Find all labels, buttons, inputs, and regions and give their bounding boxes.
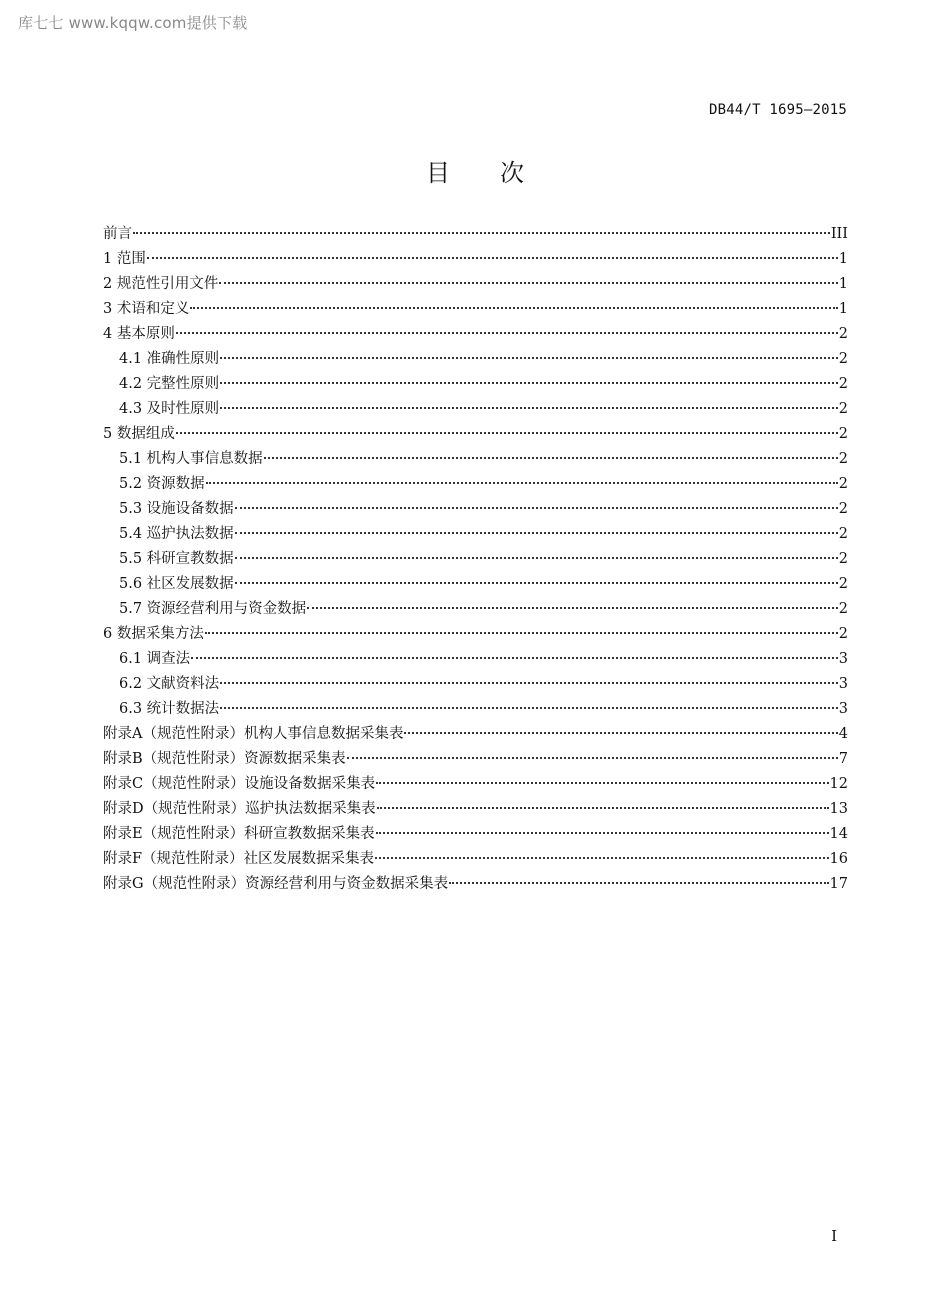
toc-leader-dots xyxy=(205,632,838,634)
toc-leader-dots xyxy=(220,357,838,359)
toc-entry-label: 5 数据组成 xyxy=(103,426,175,442)
toc-entry[interactable] xyxy=(103,622,848,647)
toc-entry-page: 14 xyxy=(829,826,848,842)
toc-entry-label: 5.1 机构人事信息数据 xyxy=(119,451,263,467)
toc-entry-label: 6.1 调查法 xyxy=(119,651,191,667)
toc-entry-page: 13 xyxy=(829,801,848,817)
toc-entry-label: 3 术语和定义 xyxy=(103,301,190,317)
toc-entry-page: 2 xyxy=(838,376,848,392)
toc-entry-page: 2 xyxy=(838,351,848,367)
watermark-text: 库七七 www.kqqw.com提供下载 xyxy=(18,14,248,32)
toc-leader-dots xyxy=(376,782,828,784)
toc-entry-page: 2 xyxy=(838,601,848,617)
toc-entry-page: 2 xyxy=(838,551,848,567)
toc-entry-label: 4.3 及时性原则 xyxy=(119,401,220,417)
toc-entry-label: 6 数据采集方法 xyxy=(103,626,204,642)
toc-leader-dots xyxy=(235,532,838,534)
toc-entry-label: 附录D（规范性附录）巡护执法数据采集表 xyxy=(103,801,376,817)
toc-entry[interactable] xyxy=(103,397,848,422)
toc-entry-page: 4 xyxy=(838,726,848,742)
toc-entry-page: 2 xyxy=(838,501,848,517)
toc-entry[interactable] xyxy=(103,847,848,872)
toc-entry[interactable] xyxy=(103,822,848,847)
toc-entry-label: 前言 xyxy=(103,226,132,242)
toc-entry[interactable] xyxy=(103,772,848,797)
toc-entry[interactable] xyxy=(103,547,848,572)
toc-entry-label: 5.6 社区发展数据 xyxy=(119,576,234,592)
toc-entry-page: 2 xyxy=(838,476,848,492)
toc-leader-dots xyxy=(133,232,830,234)
toc-leader-dots xyxy=(176,332,838,334)
toc-entry-page: 1 xyxy=(838,276,848,292)
toc-leader-dots xyxy=(376,832,829,834)
toc-entry-page: 3 xyxy=(838,651,848,667)
toc-entry-page: 2 xyxy=(838,426,848,442)
page-title: 目次 xyxy=(426,159,574,187)
toc-entry[interactable] xyxy=(103,422,848,447)
toc-entry-label: 附录E（规范性附录）科研宣教数据采集表 xyxy=(103,826,375,842)
toc-leader-dots xyxy=(264,457,838,459)
toc-leader-dots xyxy=(377,807,829,809)
toc-entry[interactable] xyxy=(103,297,848,322)
toc-entry[interactable] xyxy=(103,597,848,622)
toc-entry[interactable] xyxy=(103,572,848,597)
toc-entry-page: 2 xyxy=(838,451,848,467)
toc-entry[interactable] xyxy=(103,347,848,372)
toc-entry-label: 1 范围 xyxy=(103,251,146,267)
toc-entry[interactable] xyxy=(103,697,848,722)
toc-entry[interactable] xyxy=(103,247,848,272)
toc-entry[interactable] xyxy=(103,497,848,522)
toc-entry-label: 5.5 科研宣教数据 xyxy=(119,551,234,567)
toc-entry-label: 6.2 文献资料法 xyxy=(119,676,220,692)
toc-leader-dots xyxy=(190,307,837,309)
toc-entry[interactable] xyxy=(103,472,848,497)
toc-leader-dots xyxy=(220,682,838,684)
toc-leader-dots xyxy=(220,382,838,384)
toc-entry-page: 3 xyxy=(838,676,848,692)
toc-entry-page: 2 xyxy=(838,401,848,417)
toc-entry-page: 7 xyxy=(838,751,848,767)
toc-entry-page: 1 xyxy=(838,301,848,317)
toc-leader-dots xyxy=(176,432,838,434)
toc-entry[interactable] xyxy=(103,722,848,747)
toc-entry[interactable] xyxy=(103,322,848,347)
toc-entry[interactable] xyxy=(103,447,848,472)
toc-entry-page: 3 xyxy=(838,701,848,717)
toc-entry[interactable] xyxy=(103,672,848,697)
toc-leader-dots xyxy=(191,657,838,659)
toc-entry-page: 2 xyxy=(838,526,848,542)
toc-leader-dots xyxy=(404,732,837,734)
document-code: DB44/T 1695—2015 xyxy=(708,102,847,118)
toc-leader-dots xyxy=(147,257,838,259)
toc-entry-page: 17 xyxy=(829,876,848,892)
toc-entry-label: 4 基本原则 xyxy=(103,326,175,342)
toc-entry-label: 附录A（规范性附录）机构人事信息数据采集表 xyxy=(103,726,404,742)
toc-leader-dots xyxy=(220,407,838,409)
toc-leader-dots xyxy=(375,857,828,859)
toc-leader-dots xyxy=(235,557,838,559)
toc-entry[interactable] xyxy=(103,522,848,547)
toc-entry[interactable] xyxy=(103,872,848,897)
toc-entry-label: 附录F（规范性附录）社区发展数据采集表 xyxy=(103,851,375,867)
page-number: I xyxy=(831,1227,837,1245)
toc-entry[interactable] xyxy=(103,647,848,672)
toc-entry[interactable] xyxy=(103,747,848,772)
toc-entry-label: 5.4 巡护执法数据 xyxy=(119,526,234,542)
toc-entry-label: 5.2 资源数据 xyxy=(119,476,205,492)
toc-entry-page: 2 xyxy=(838,626,848,642)
toc-leader-dots xyxy=(235,507,838,509)
toc-entry-page: 12 xyxy=(829,776,848,792)
toc-entry[interactable] xyxy=(103,797,848,822)
toc-entry-page: III xyxy=(830,226,848,242)
toc-leader-dots xyxy=(307,607,838,609)
toc-entry-page: 2 xyxy=(838,326,848,342)
toc-entry-label: 2 规范性引用文件 xyxy=(103,276,219,292)
toc-entry-page: 16 xyxy=(829,851,848,867)
toc-entry-label: 附录C（规范性附录）设施设备数据采集表 xyxy=(103,776,376,792)
toc-leader-dots xyxy=(449,882,828,884)
toc-entry-label: 5.7 资源经营利用与资金数据 xyxy=(119,601,307,617)
toc-entry-page: 2 xyxy=(838,576,848,592)
toc-entry[interactable] xyxy=(103,222,848,247)
toc-entry-label: 4.1 准确性原则 xyxy=(119,351,220,367)
table-of-contents xyxy=(103,222,848,897)
toc-entry-page: 1 xyxy=(838,251,848,267)
toc-entry-label: 附录B（规范性附录）资源数据采集表 xyxy=(103,751,346,767)
toc-entry[interactable] xyxy=(103,372,848,397)
toc-entry-label: 5.3 设施设备数据 xyxy=(119,501,234,517)
toc-leader-dots xyxy=(219,282,837,284)
toc-leader-dots xyxy=(235,582,838,584)
toc-entry-label: 4.2 完整性原则 xyxy=(119,376,220,392)
toc-leader-dots xyxy=(220,707,838,709)
toc-entry-label: 附录G（规范性附录）资源经营利用与资金数据采集表 xyxy=(103,876,449,892)
toc-leader-dots xyxy=(206,482,838,484)
toc-entry-label: 6.3 统计数据法 xyxy=(119,701,220,717)
toc-entry[interactable] xyxy=(103,272,848,297)
toc-leader-dots xyxy=(347,757,838,759)
